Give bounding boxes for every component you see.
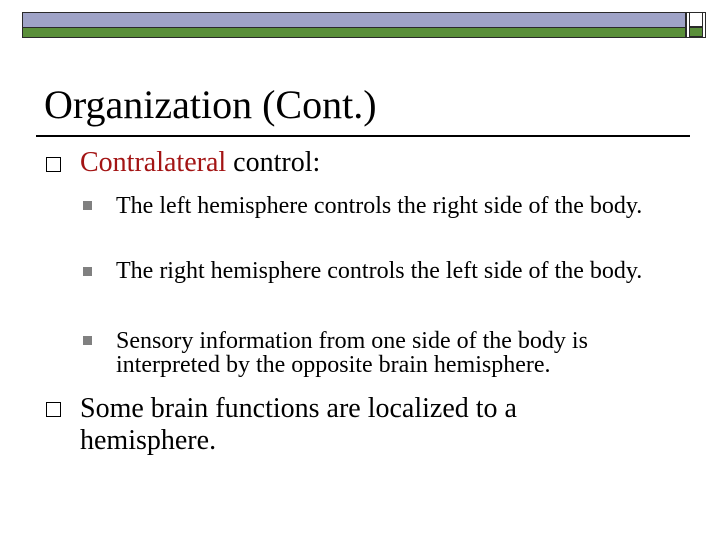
bullet-localized-functions: Some brain functions are localized to a hemisphere. (80, 393, 517, 456)
bullet-text: control: (226, 147, 321, 178)
bullet-contralateral-control (80, 147, 320, 179)
filled-square-bullet-icon (83, 336, 92, 345)
sub-bullet-right-hemisphere: The right hemisphere controls the left side of the body. (116, 258, 643, 284)
filled-square-bullet-icon (83, 267, 92, 276)
sub-bullet-sensory-information: Sensory information from one side of the body is interpreted by the opposite brain hemisphere. (116, 328, 588, 378)
bullet-highlight-term: Contralateral (80, 147, 227, 178)
filled-square-bullet-icon (83, 201, 92, 210)
hollow-square-bullet-icon (46, 157, 61, 172)
slide-title: Organization (Cont.) (44, 82, 377, 127)
header-decoration-stripe (22, 28, 686, 38)
hollow-square-bullet-icon (46, 402, 61, 417)
title-underline (36, 135, 690, 137)
header-corner-decoration (686, 12, 706, 38)
sub-bullet-left-hemisphere: The left hemisphere controls the right side of the body. (116, 193, 643, 219)
header-decoration-bar (22, 12, 686, 28)
